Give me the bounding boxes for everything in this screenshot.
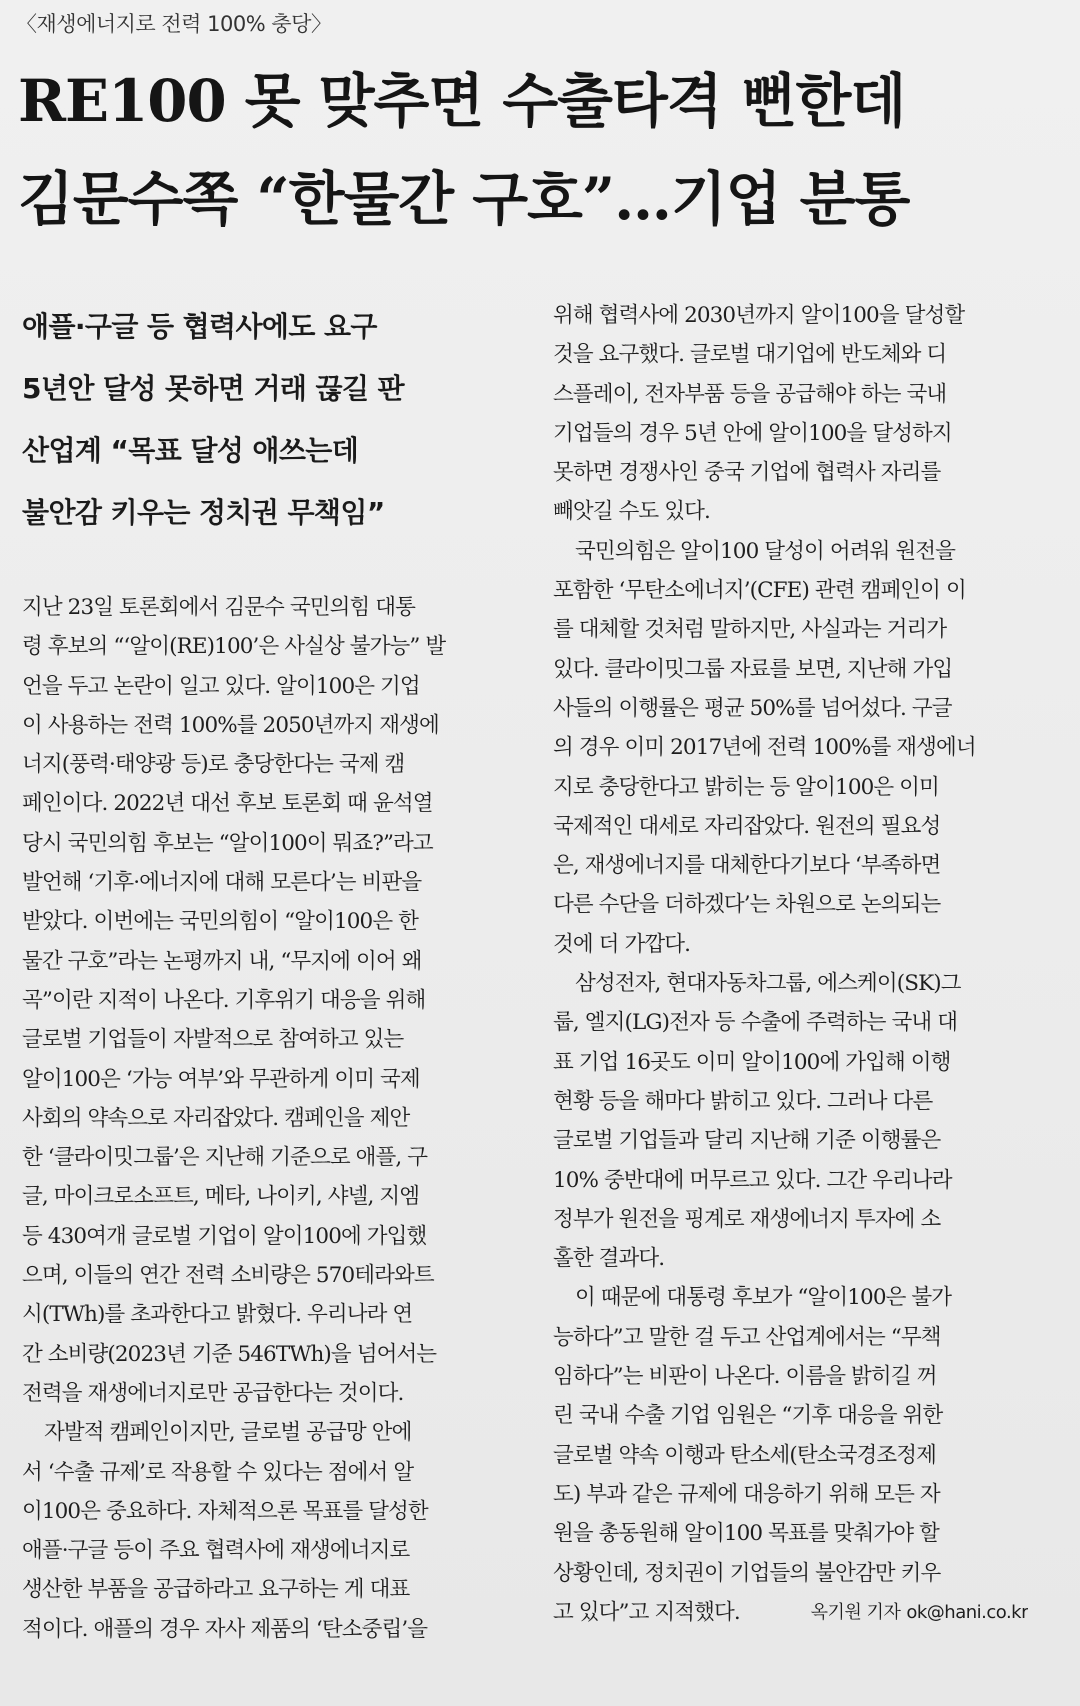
line-text: 사회의 약속으로 자리잡았다. 캠페인을 제안 (22, 1105, 410, 1131)
line-text: 룹, 엘지(LG)전자 등 수출에 주력하는 국내 대 (553, 1010, 958, 1036)
line-text: 곡”이란 지적이 나온다. 기후위기 대응을 위해 (22, 987, 426, 1013)
line-text: 글로벌 기업들과 달리 지난해 기준 이행률은 (553, 1128, 941, 1154)
text-line (553, 846, 1028, 885)
text-line (553, 807, 1028, 846)
line-text: 능하다”고 말한 걸 두고 산업계에서는 “무책 (553, 1324, 941, 1350)
line-text: 것에 더 가깝다. (553, 931, 691, 957)
line-text: 못하면 경쟁사인 중국 기업에 협력사 자리를 (553, 460, 941, 486)
text-line (553, 728, 1028, 767)
line-text: 정부가 원전을 핑계로 재생에너지 투자에 소 (553, 1206, 941, 1232)
text-line (553, 689, 1028, 728)
text-line (553, 650, 1028, 689)
subheads (22, 296, 522, 544)
text-line (22, 784, 497, 823)
text-line (553, 885, 1028, 924)
text-line (22, 627, 497, 666)
text-line (22, 588, 497, 627)
line-text: 홀한 결과다. (553, 1246, 665, 1272)
text-line (553, 1121, 1028, 1160)
line-text: 한 ‘클라이밋그룹’은 지난해 기준으로 애플, 구 (22, 1145, 428, 1171)
line-text: 고 있다”고 지적했다. (553, 1599, 740, 1625)
text-line (22, 667, 497, 706)
text-line (22, 1256, 497, 1295)
text-line (553, 1200, 1028, 1239)
text-line (553, 1318, 1028, 1357)
line-text: 상황인데, 정치권이 기업들의 불안감만 키우 (553, 1560, 941, 1586)
text-line (22, 1138, 497, 1177)
text-line (22, 1335, 497, 1374)
text-line (553, 768, 1028, 807)
text-line (553, 571, 1028, 610)
text-line (22, 824, 497, 863)
line-text: 원을 총동원해 알이100 목표를 맞춰가야 할 (553, 1521, 939, 1547)
text-line (553, 1514, 1028, 1553)
line-text: 발언해 ‘기후·에너지에 대해 모른다’는 비판을 (22, 870, 422, 896)
line-text: 스플레이, 전자부품 등을 공급해야 하는 국내 (553, 381, 947, 407)
text-line (553, 375, 1028, 414)
line-text: 글로벌 약속 이행과 탄소세(탄소국경조정제 (553, 1442, 936, 1468)
line-text: 이 때문에 대통령 후보가 “알이100은 불가 (575, 1285, 952, 1311)
line-text: 받았다. 이번에는 국민의힘이 “알이100은 한 (22, 909, 419, 935)
subhead: 산업계 “목표 달성 애쓰는데 (22, 434, 359, 467)
text-line (22, 1492, 497, 1531)
text-line (553, 1357, 1028, 1396)
line-text: 국제적인 대세로 자리잡았다. 원전의 필요성 (553, 813, 941, 839)
text-line (553, 532, 1028, 571)
line-text: 서 ‘수출 규제’로 작용할 수 있다는 점에서 알 (22, 1459, 414, 1485)
kicker: 〈재생에너지로 전력 100% 충당〉 (16, 12, 332, 36)
text-line (553, 1161, 1028, 1200)
line-text: 의 경우 이미 2017년에 전력 100%를 재생에너 (553, 735, 976, 761)
headline-line-1: RE100 못 맞추면 수출타격 뻔한데 (18, 67, 906, 135)
text-line (22, 1610, 497, 1649)
line-text: 국민의힘은 알이100 달성이 어려워 원전을 (575, 538, 955, 564)
line-text: 으며, 이들의 연간 전력 소비량은 570테라와트 (22, 1263, 434, 1289)
text-line (553, 1554, 1028, 1593)
text-line (553, 1239, 1028, 1278)
text-line (553, 1043, 1028, 1082)
line-text: 있다. 클라이밋그룹 자료를 보면, 지난해 가입 (553, 656, 953, 682)
text-line (553, 1082, 1028, 1121)
line-text: 시(TWh)를 초과한다고 밝혔다. 우리나라 연 (22, 1302, 413, 1328)
text-line (553, 925, 1028, 964)
line-text: 등 430여개 글로벌 기업이 알이100에 가입했 (22, 1223, 427, 1249)
text-line (22, 1374, 497, 1413)
line-text: 도) 부과 같은 규제에 대응하기 위해 모든 자 (553, 1481, 940, 1507)
text-line (553, 296, 1028, 335)
line-text: 현황 등을 해마다 밝히고 있다. 그러나 다른 (553, 1088, 933, 1114)
line-text: 적이다. 애플의 경우 자사 제품의 ‘탄소중립’을 (22, 1616, 428, 1642)
line-text: 전력을 재생에너지로만 공급한다는 것이다. (22, 1380, 404, 1406)
text-line (22, 981, 497, 1020)
text-line (553, 1003, 1028, 1042)
text-line (553, 453, 1028, 492)
headline-line-2: 김문수쪽 “한물간 구호”…기업 분통 (18, 165, 910, 233)
line-text: 다른 수단을 더하겠다’는 차원으로 논의되는 (553, 892, 941, 918)
text-line (22, 1413, 497, 1452)
byline-email: ok@hani.co.kr (906, 1601, 1028, 1623)
text-line (553, 964, 1028, 1003)
line-text: 물간 구호”라는 논평까지 내, “무지에 이어 왜 (22, 948, 422, 974)
line-text: 위해 협력사에 2030년까지 알이100을 달성할 (553, 303, 965, 328)
text-line (553, 414, 1028, 453)
line-text: 당시 국민의힘 후보는 “알이100이 뭐죠?”라고 (22, 830, 433, 856)
line-text: 생산한 부품을 공급하라고 요구하는 게 대표 (22, 1577, 410, 1603)
line-text: 것을 요구했다. 글로벌 대기업에 반도체와 디 (553, 342, 947, 368)
subhead: 5년안 달성 못하면 거래 끊길 판 (22, 372, 405, 405)
line-text: 자발적 캠페인이지만, 글로벌 공급망 안에 (44, 1420, 412, 1446)
line-text: 언을 두고 논란이 일고 있다. 알이100은 기업 (22, 673, 420, 699)
line-text: 령 후보의 “‘알이(RE)100’은 사실상 불가능” 발 (22, 634, 446, 660)
line-text: 지난 23일 토론회에서 김문수 국민의힘 대통 (22, 595, 416, 620)
line-text: 표 기업 16곳도 이미 알이100에 가입해 이행 (553, 1049, 951, 1075)
line-text: 를 대체할 것처럼 말하지만, 사실과는 거리가 (553, 617, 947, 643)
byline-author: 옥기원 기자 (810, 1601, 901, 1623)
line-text: 10% 중반대에 머무르고 있다. 그간 우리나라 (553, 1167, 952, 1193)
text-line (22, 863, 497, 902)
line-text: 은, 재생에너지를 대체한다기보다 ‘부족하면 (553, 853, 941, 879)
article-column-left (22, 588, 497, 1649)
line-text: 임하다”는 비판이 나온다. 이름을 밝히길 꺼 (553, 1364, 937, 1390)
byline (811, 1593, 1028, 1632)
text-line (553, 1593, 1028, 1632)
line-text: 삼성전자, 현대자동차그룹, 에스케이(SK)그 (575, 971, 961, 997)
text-line (22, 1020, 497, 1059)
subhead: 애플·구글 등 협력사에도 요구 (22, 310, 377, 343)
text-line (553, 610, 1028, 649)
text-line (22, 1453, 497, 1492)
text-line (553, 1475, 1028, 1514)
line-text: 알이100은 ‘가능 여부’와 무관하게 이미 국제 (22, 1066, 420, 1092)
line-text: 너지(풍력·태양광 등)로 충당한다는 국제 캠 (22, 752, 405, 778)
line-text: 간 소비량(2023년 기준 546TWh)을 넘어서는 (22, 1341, 437, 1367)
article-column-right (553, 296, 1028, 1632)
line-text: 글, 마이크로소프트, 메타, 나이키, 샤넬, 지엠 (22, 1184, 420, 1210)
text-line (553, 1278, 1028, 1317)
line-text: 글로벌 기업들이 자발적으로 참여하고 있는 (22, 1027, 404, 1053)
text-line (22, 1570, 497, 1609)
line-text: 이100은 중요하다. 자체적으론 목표를 달성한 (22, 1498, 428, 1524)
line-text: 지로 충당한다고 밝히는 등 알이100은 이미 (553, 774, 939, 800)
text-line (22, 1295, 497, 1334)
text-line (22, 942, 497, 981)
text-line (553, 1396, 1028, 1435)
line-text: 사들의 이행률은 평균 50%를 넘어섰다. 구글 (553, 695, 952, 721)
line-text: 이 사용하는 전력 100%를 2050년까지 재생에 (22, 712, 439, 738)
line-text: 린 국내 수출 기업 임원은 “기후 대응을 위한 (553, 1403, 943, 1429)
line-text: 포함한 ‘무탄소에너지’(CFE) 관련 캠페인이 이 (553, 578, 966, 604)
line-text: 기업들의 경우 5년 안에 알이100을 달성하지 (553, 420, 952, 446)
text-line (22, 1531, 497, 1570)
text-line (553, 492, 1028, 531)
line-text: 페인이다. 2022년 대선 후보 토론회 때 윤석열 (22, 791, 433, 817)
text-line (22, 1217, 497, 1256)
text-line (22, 706, 497, 745)
text-line (553, 1436, 1028, 1475)
text-line (22, 902, 497, 941)
line-text: 애플·구글 등이 주요 협력사에 재생에너지로 (22, 1538, 410, 1564)
line-text: 빼앗길 수도 있다. (553, 499, 710, 525)
text-line (22, 1099, 497, 1138)
text-line (22, 1177, 497, 1216)
subhead: 불안감 키우는 정치권 무책임” (22, 496, 385, 529)
text-line (553, 335, 1028, 374)
text-line (22, 745, 497, 784)
text-line (22, 1060, 497, 1099)
